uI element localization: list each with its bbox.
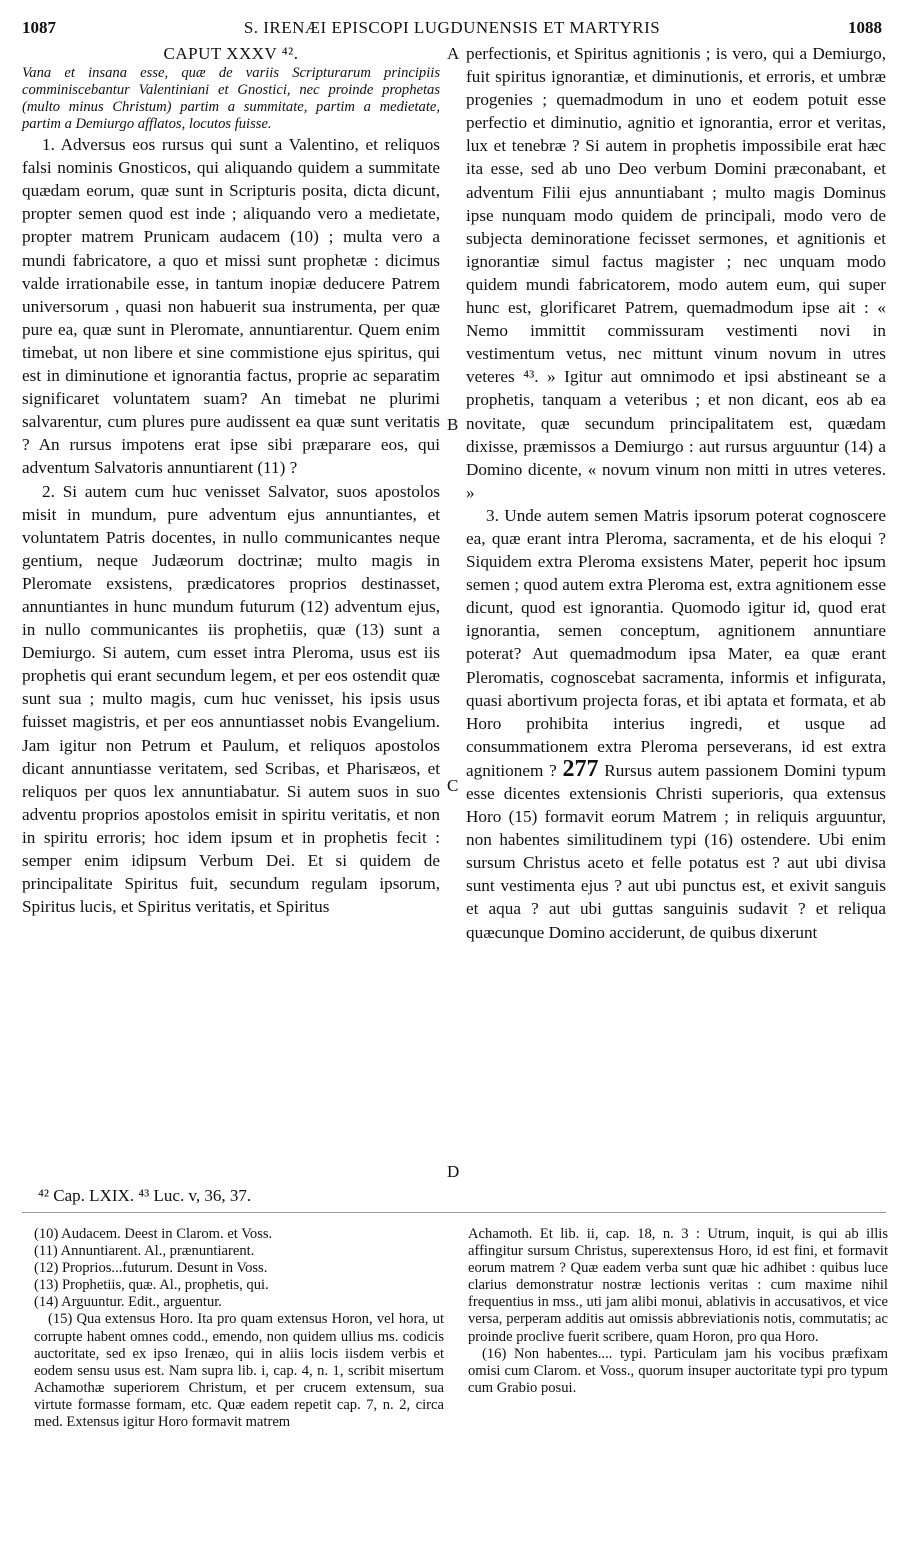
right-column (466, 42, 886, 944)
paragraph-1: 1. Adversus eos rursus qui sunt a Valentino, et reliquos falsi nominis Gnosticos, qui aliquando quidem a summitate quædam eorum, quæ sunt in Scripturis posita, dicta dicunt, propter semen quod est inde ; aliquando vero a medietate, propter matrem Prunicam audacem (10) ; multa vero a mundi fabricatore, a quo et missi sunt prophetæ : dicimus valde irrationabile esse, in tantum inopiæ deducere Patrem universorum , quasi non habuerit sua instrumenta, per quæ pure ea, quæ sunt in Pleromate, annuntiarentur. Quem enim timebat, ut non libere et sine commistione ejus spiritus, qui est in diminutione et ignorantia factus, proprie ac separatim significaret voluntatem suam? An timebat ne plurimi salvarentur, cum plures pure audissent ea quæ sunt veritatis ? An rursus impotens erat ipse sibi præparare eos, qui adventum Salvatoris annuntiarent (11) ? (22, 135, 440, 478)
footnote-15: (15) Qua extensus Horo. Ita pro quam extensus Horon, vel hora, ut corrupte habent omnes codd., emendo, non quidem ullius ms. codicis auctoritate, sed ex ipso Irenæo, qui in aliis locis iisdem verbis et eodem sensu usus est. Nam supra lib. i, cap. 4, n. 1, scribit misertum Achamothæ superiorem Christum, et per crucem extensum, sua virtute formasse formam, etc. Quæ eadem repetit cap. 7, n. 2, circa med. Extensus igitur Horo formavit matrem (34, 1311, 444, 1431)
running-header (22, 18, 882, 42)
footnote-divider (22, 1212, 886, 1213)
paragraph-3-continued: Rursus autem passionem Domini typum esse dicentes extensionis Christi superioris, qua extensus Horo (15) formavit eorum Matrem ; in reliquis arguuntur, non habentes similitudinem typi (16) ostendere. Ubi enim sursum Christus aceto et felle potatus est ? aut ubi divisa sunt vestimenta ejus ? aut ubi punctus est, et exivit sanguis et aqua ? aut ubi guttas sanguinis sudavit ? et reliqua quæcunque Domino acciderunt, de quibus dixerunt (466, 760, 887, 942)
footnotes-right (468, 1226, 888, 1397)
margin-letter-b: B (447, 415, 459, 434)
footnotes-left (34, 1226, 444, 1431)
chapter-heading: CAPUT XXXV ⁴². (163, 44, 299, 63)
old-page-number: 277 (562, 755, 599, 782)
running-title: S. IRENÆI EPISCOPI LUGDUNENSIS ET MARTYRIS (243, 18, 661, 37)
scripture-references: ⁴² Cap. LXIX. ⁴³ Luc. v, 36, 37. (38, 1186, 252, 1205)
footnote-14: (14) Arguuntur. Edit., arguentur. (34, 1294, 222, 1311)
page-number-left: 1087 (22, 18, 56, 37)
page-number-right: 1088 (848, 18, 882, 37)
paragraph-2: 2. Si autem cum huc venisset Salvator, suos apostolos misit in mundum, pure adventum ejus annuntiantes, et voluntatem Patris docentes, in nullo communicantes neque gentium, neque Judæorum doctrinæ; multo magis in Pleromate exsistens, prædicatores proprios destinasset, annuntiantes in hunc mundum futurum (12) adventum ejus, in nullo communicantes iis prophetiis, quæ (13) sunt a Demiurgo. Si autem, cum esset intra Pleroma, usus est iis prophetis qui erant secundum legem, et per eos ostendit quæ sunt sua ; multo magis, cum huc venisset, his ipsis usus fuisset magistris, et per eos annuntiasset nobis Evangelium. Jam igitur non Petrum et Paulum, et reliquos apostolos dicant annuntiasse veritatem, sed Scribas, et Pharisæos, et reliquos per quos lex annuntiabatur. Si autem suos in suo adventu proprios apostolos emisit in spiritu veritatis, et non in spiritu erroris; hoc idem ipsum et in prophetis fecit : semper enim idipsum Verbum Dei. Et si quidem de principalitate Spiritus fuit, secundum regulam ipsorum, Spiritus lucis, et Spiritus veritatis, et Spiritus (22, 481, 440, 917)
paragraph-3-text: 3. Unde autem semen Matris ipsorum poterat cognoscere ea, quæ erant intra Pleroma, sacramenta, et de his eloqui ? Siquidem extra Pleroma exsistens Mater, peperit hoc ipsum semen ; quod autem extra Pleroma est, extra agnitionem esse dicunt, quod est ignorantia. Quomodo igitur id, quod erat ignorantia, semen conceptum, agnitionem annuntiare poterat? Aut quemadmodum ipsa Mater, ea quæ erant Pleromatis, cognoscebat sacramenta, informis et infigurata, quasi abortivum projecta foras, et ibi aptata et formata, et ab Horo prohibita interius ingredi, et usque ad consummationem extra Pleroma perseverans, id est extra agnitionem ? (466, 505, 886, 780)
paragraph-continued: perfectionis, et Spiritus agnitionis ; is vero, qui a Demiurgo, fuit spiritus ignorantiæ, et diminutionis, et erroris, et umbræ progenies ; quemadmodum in uno et eodem potuit esse perfectio et diminutio, agnitio et ignorantia, error et veritas, lux et tenebræ ? Si autem in prophetis impossibile erat hæc ita esse, sed ab uno Deo verbum Domini præconabant, et adventum Filii ejus annuntiabant ; multo magis Dominus ipse nunquam modo quidem de principali, modo vero de subjecta deminoratione fecisset sermones, et agnitionis et ignorantiæ simul factus magister ; nec unquam modo quidem mundi fabricatorem, modo autem eum, qui super hunc est, glorificaret Patrem, quemadmodum ipse ait : « Nemo immittit commissuram vestimenti novi in vestimentum vetus, nec mittunt vinum novum in utres veteres ⁴³. » Igitur aut omnimodo et ipsi abstineant se a prophetis, tanquam a veteribus ; et non dicant, eos ab ea novitate, quæ secundum principalitatem est, quædam dixisse, præmissos a Demiurgo : aut rursus arguuntur (14) a Domino dicente, « novum vinum non mitti in utres veteres. » (466, 44, 886, 502)
footnote-13: (13) Prophetiis, quæ. Al., prophetis, qui. (34, 1277, 269, 1294)
footnote-11: (11) Annuntiarent. Al., prænuntiarent. (34, 1243, 255, 1260)
left-column (22, 42, 440, 918)
paragraph-3 (466, 504, 886, 944)
footnote-12: (12) Proprios...futurum. Desunt in Voss. (34, 1260, 268, 1277)
margin-letter-c: C (447, 776, 459, 795)
footnote-15-continued: Achamoth. Et lib. ii, cap. 18, n. 3 : Utrum, inquit, is qui ab illis affingitur sursum Christus, superextensus Horo, id est fini, et formavit eorum matrem ? Quæ eadem verba sunt quæ hic adhibet : quibus luce clarius demonstratur nostræ lectionis veritas : cum maxime nihil frequentius in mss., uti jam alibi monui, ablativis in accusativos, et vice versa, perperam additis aut omissis abbreviationis notis, commutatis; ac proinde proclive fuerit scribere, quam Horon, pro qua Horo. (468, 1226, 888, 1345)
footnote-16: (16) Non habentes.... typi. Particulam jam his vocibus præfixam omisi cum Clarom. et Voss., quorum insuper auctoritate typi pro typum cum Grabio posui. (468, 1345, 888, 1396)
margin-letter-d: D (447, 1162, 460, 1181)
margin-letter-a: A (447, 44, 460, 63)
chapter-summary: Vana et insana esse, quæ de variis Scripturarum principiis comminiscebantur Valentiniani et Gnostici, nec proinde prophetas (multo minus Christum) partim a summitate, partim a medietate, partim a Demiurgo afflatos, locutos fuisse. (22, 65, 440, 133)
footnote-10: (10) Audacem. Deest in Clarom. et Voss. (34, 1226, 273, 1242)
